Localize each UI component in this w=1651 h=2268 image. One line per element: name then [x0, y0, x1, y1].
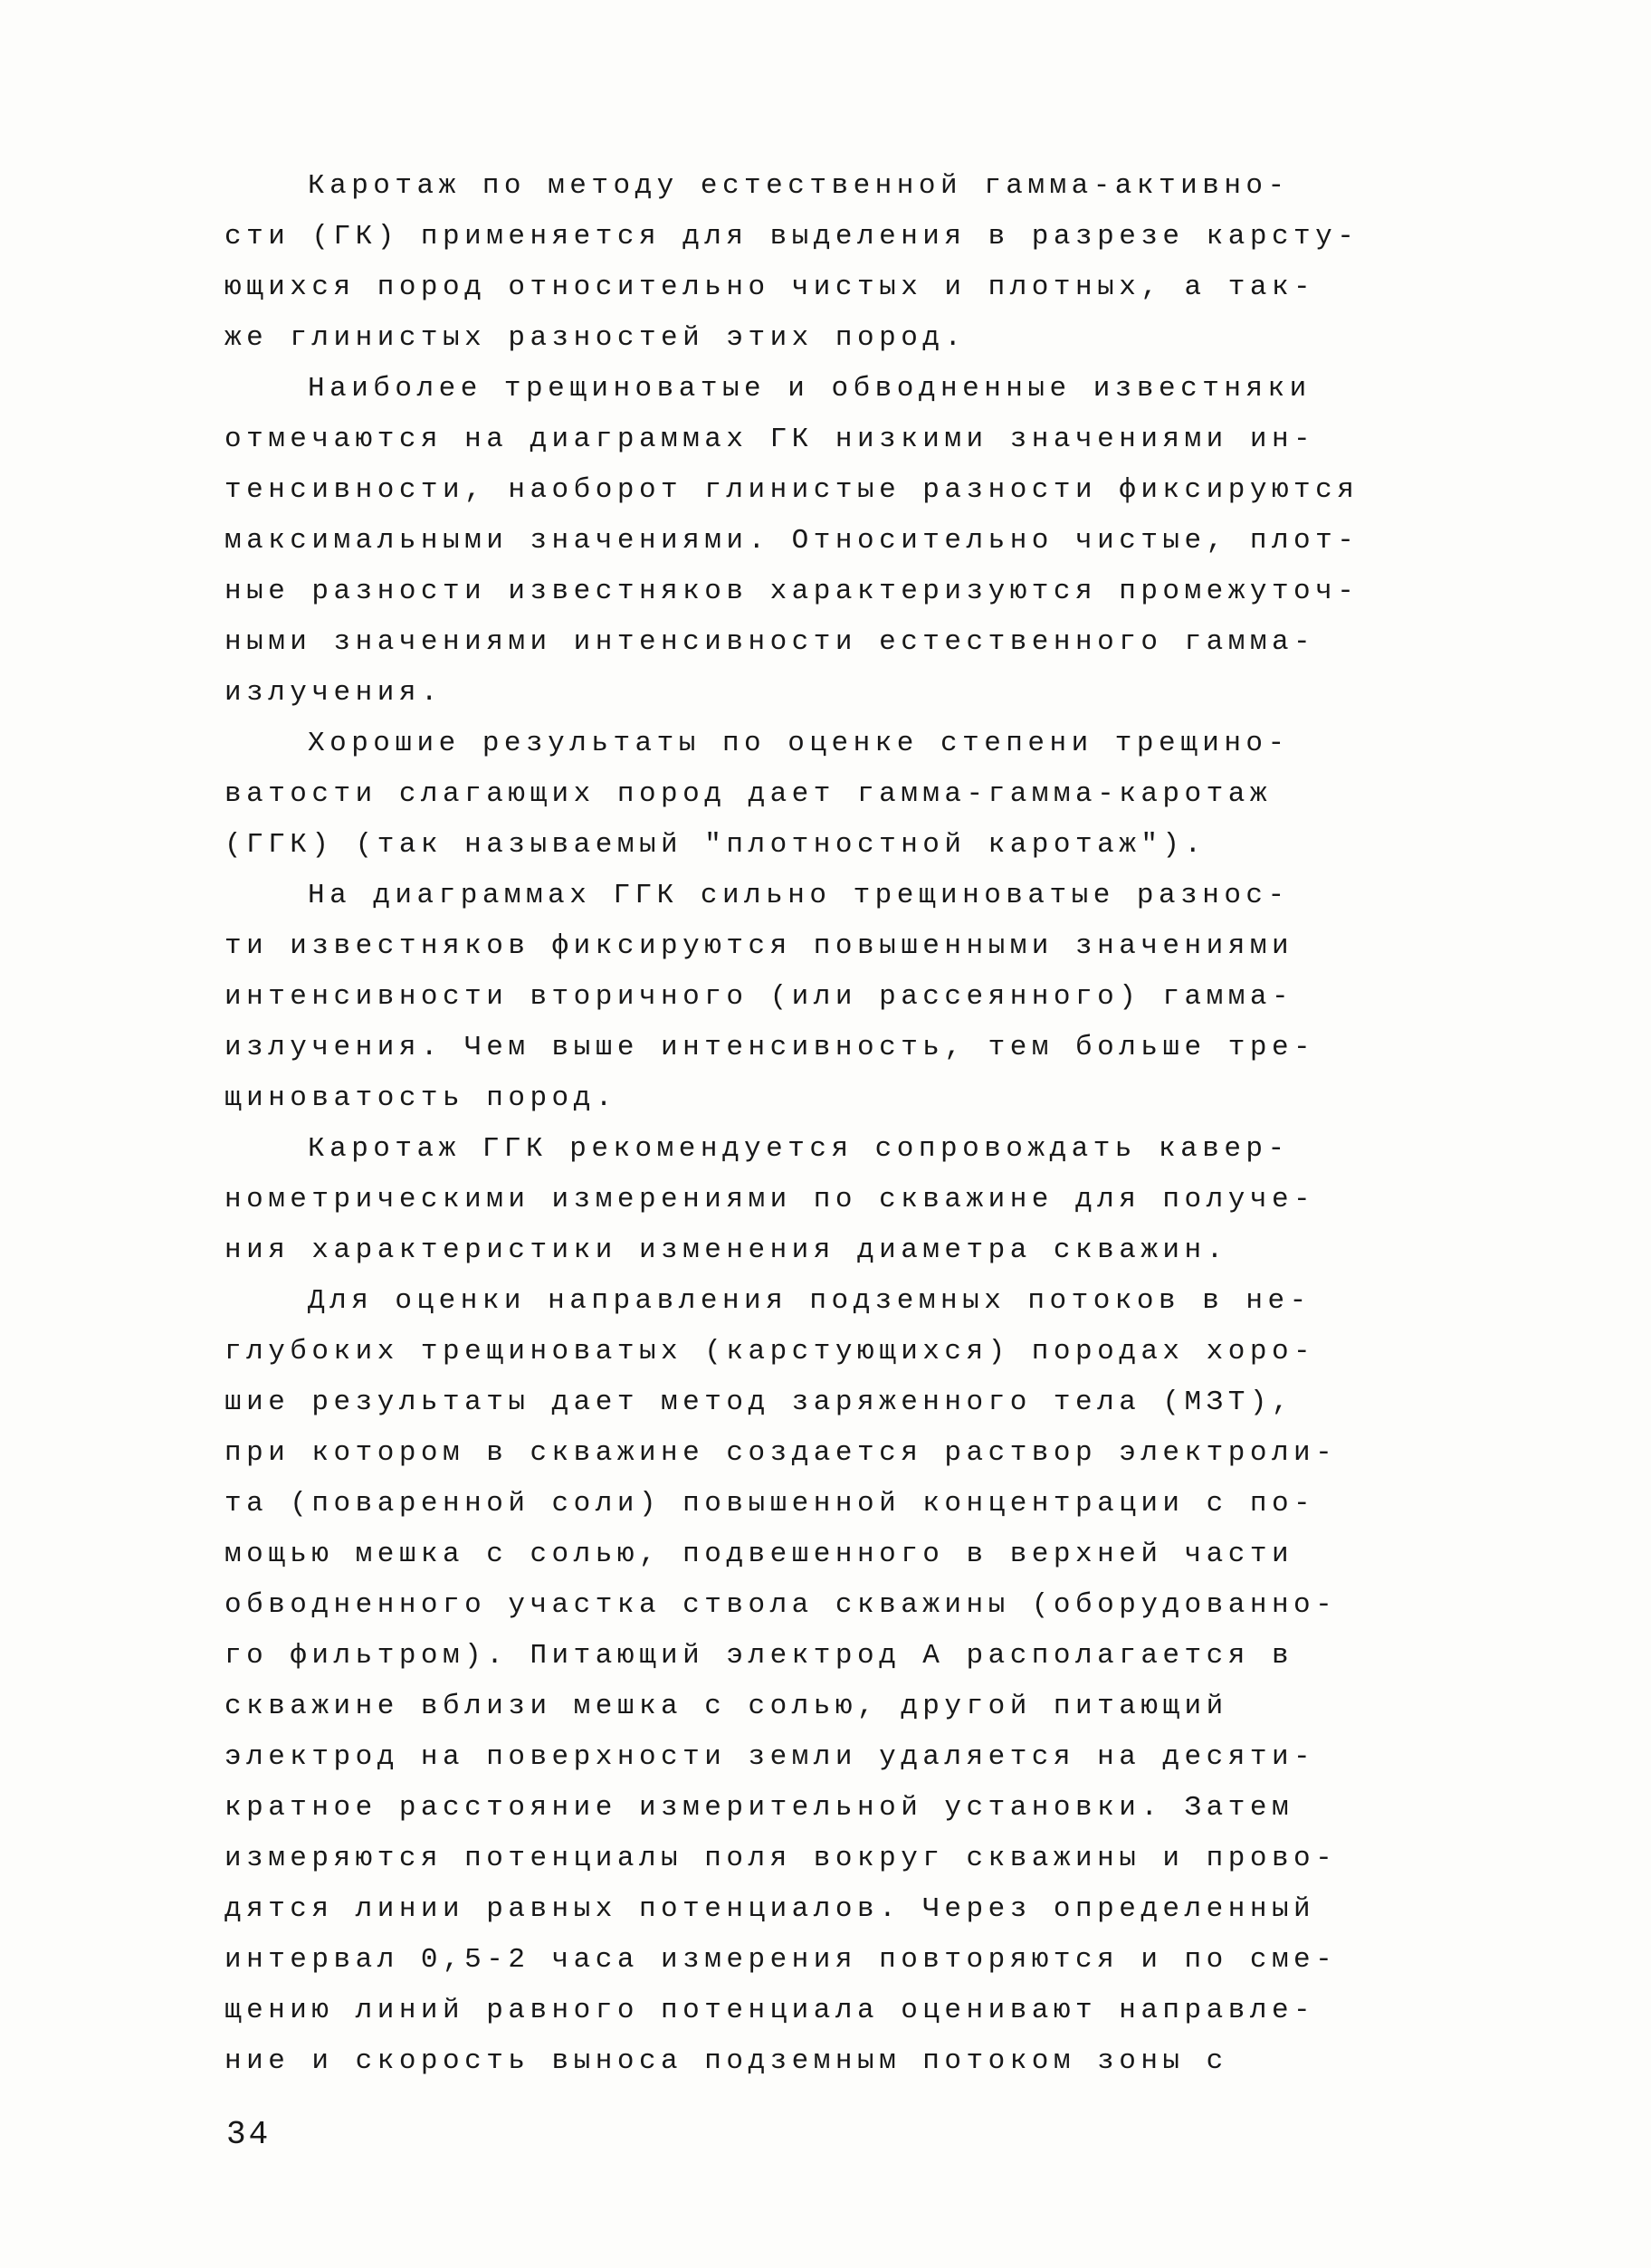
text-line: Каротаж по методу естественной гамма-активно- [308, 170, 1290, 202]
text-line: дятся линии равных потенциалов. Через определенный [224, 1893, 1316, 1925]
text-line: Для оценки направления подземных потоков в не- [308, 1285, 1312, 1317]
text-line: же глинистых разностей этих пород. [224, 322, 967, 354]
text-line: сти (ГК) применяется для выделения в разрезе карсту- [224, 221, 1360, 253]
text-line: Наиболее трещиноватые и обводненные известняки [308, 373, 1312, 405]
text-line: интервал 0,5-2 часа измерения повторяются и по сме- [224, 1944, 1338, 1976]
text-block [224, 161, 1437, 2087]
text-line: ющихся пород относительно чистых и плотных, а так- [224, 272, 1316, 303]
text-line: скважине вблизи мешка с солью, другой питающий [224, 1691, 1228, 1722]
text-line: при котором в скважине создается раствор электроли- [224, 1437, 1338, 1469]
text-line: тенсивности, наоборот глинистые разности фиксируются [224, 474, 1360, 506]
text-line: кратное расстояние измерительной установки. Затем [224, 1792, 1294, 1824]
text-line: ти известняков фиксируются повышенными значениями [224, 930, 1294, 962]
text-line: измеряются потенциалы поля вокруг скважины и прово- [224, 1843, 1338, 1874]
text-line: ние и скорость выноса подземным потоком зоны с [224, 2045, 1228, 2077]
text-line: щиноватость пород. [224, 1082, 617, 1114]
text-line: На диаграммах ГГК сильно трещиноватые разнос- [308, 880, 1290, 911]
text-line: отмечаются на диаграммах ГК низкими значениями ин- [224, 424, 1316, 455]
text-line: (ГГК) (так называемый "плотностной каротаж"). [224, 829, 1207, 861]
text-line: максимальными значениями. Относительно чистые, плот- [224, 525, 1360, 557]
text-line: Каротаж ГГК рекомендуется сопровождать кавер- [308, 1133, 1290, 1165]
text-line: излучения. Чем выше интенсивность, тем больше тре- [224, 1032, 1316, 1063]
text-line: щению линий равного потенциала оценивают направле- [224, 1995, 1316, 2026]
text-line: ные разности известняков характеризуются промежуточ- [224, 576, 1360, 607]
page-number: 34 [226, 2116, 272, 2153]
text-line: Хорошие результаты по оценке степени трещино- [308, 728, 1290, 759]
text-line: ния характеристики изменения диаметра скважин. [224, 1234, 1228, 1266]
text-line: та (поваренной соли) повышенной концентрации с по- [224, 1488, 1316, 1520]
text-line: нометрическими измерениями по скважине для получе- [224, 1184, 1316, 1215]
text-line: мощью мешка с солью, подвешенного в верхней части [224, 1539, 1294, 1570]
text-line: ватости слагающих пород дает гамма-гамма-каротаж [224, 778, 1272, 810]
text-line: глубоких трещиноватых (карстующихся) породах хоро- [224, 1336, 1316, 1367]
text-line: го фильтром). Питающий электрод А располагается в [224, 1640, 1294, 1672]
text-line: ными значениями интенсивности естественного гамма- [224, 626, 1316, 658]
text-line: интенсивности вторичного (или рассеянного) гамма- [224, 981, 1294, 1013]
text-line: обводненного участка ствола скважины (оборудованно- [224, 1589, 1338, 1621]
text-line: шие результаты дает метод заряженного тела (МЗТ), [224, 1387, 1294, 1418]
text-line: электрод на поверхности земли удаляется на десяти- [224, 1741, 1316, 1773]
text-line: излучения. [224, 677, 444, 709]
